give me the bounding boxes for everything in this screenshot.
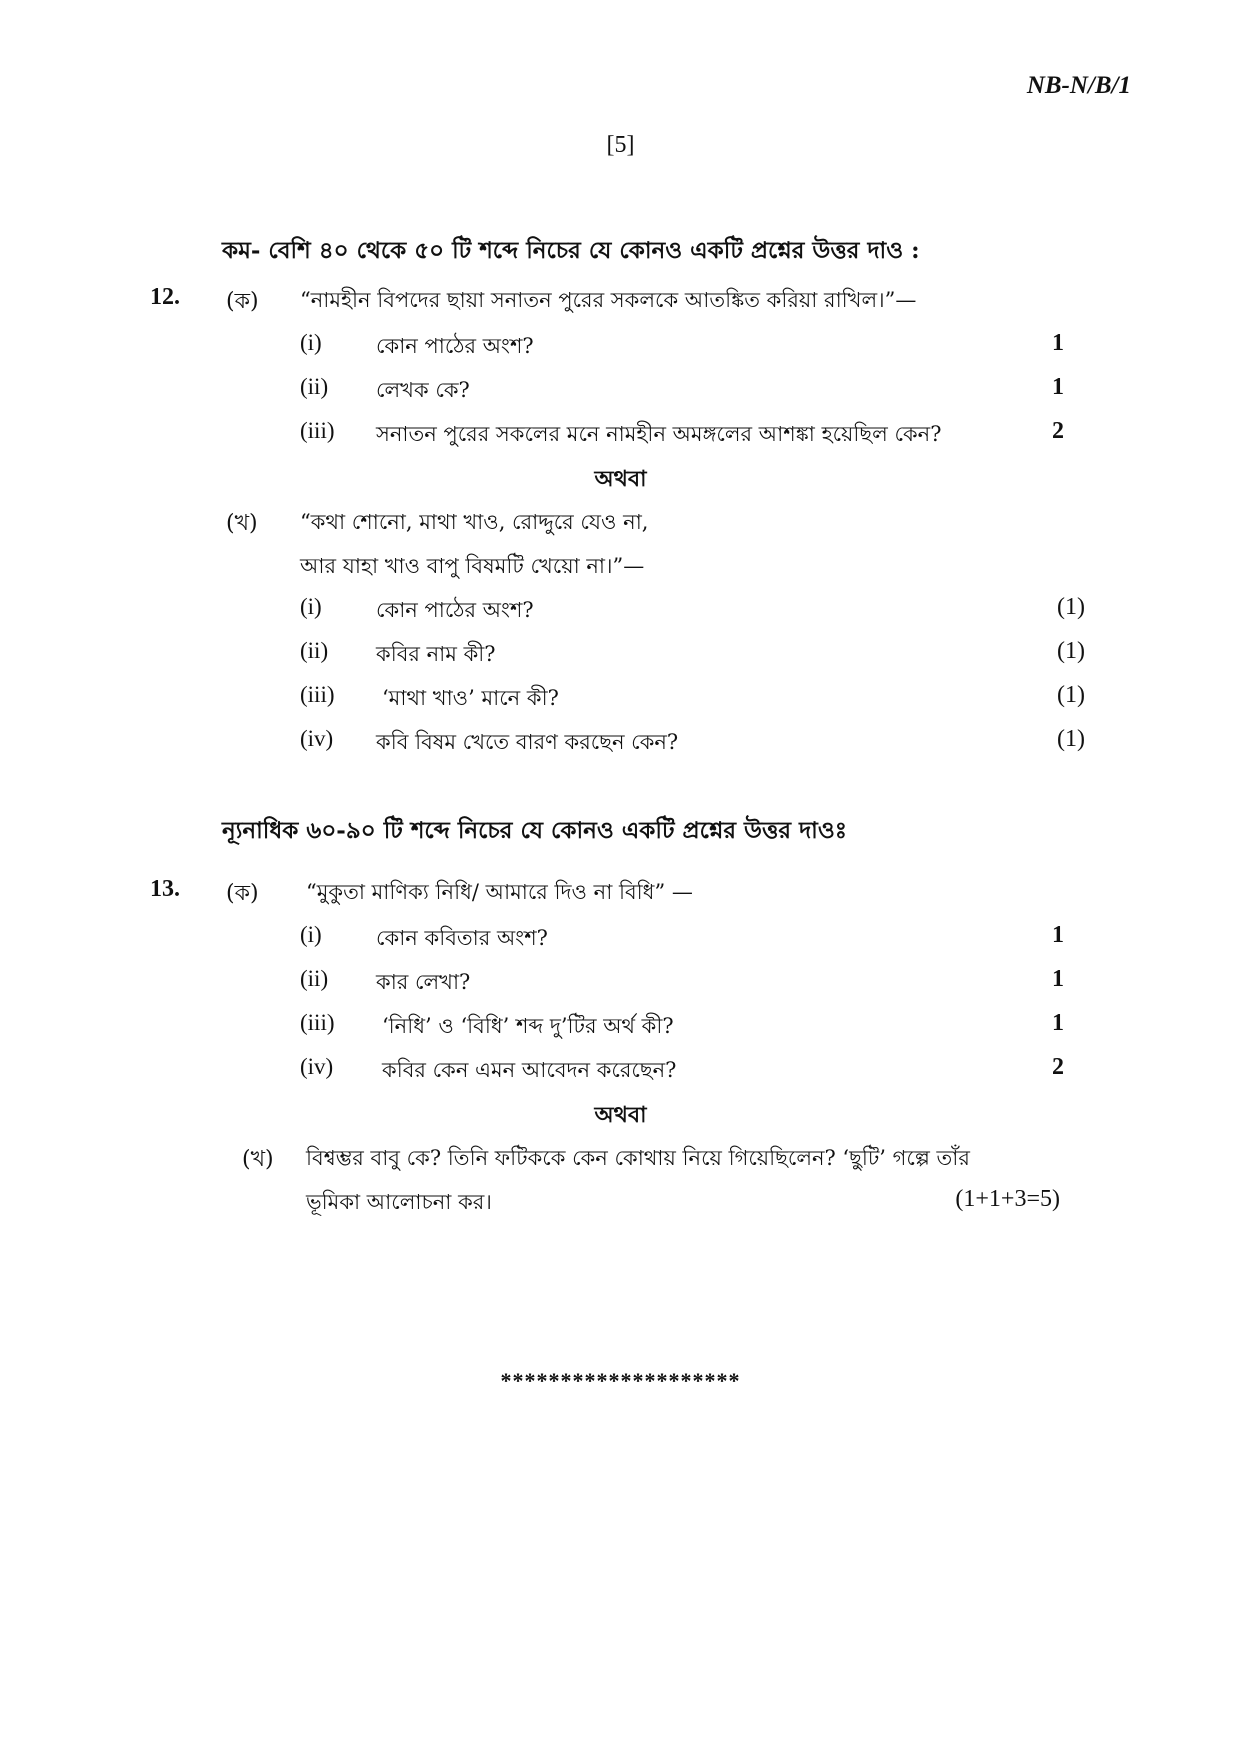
question-12-number: 12. — [150, 284, 180, 310]
q12-or-label: অথবা — [594, 466, 647, 492]
section-a-instruction: কম- বেশি ৪০ থেকে ৫০ টি শব্দে নিচের যে কোনও একটি প্রশ্নের উত্তর দাও : — [222, 237, 920, 264]
q12kha-item-text: কবি বিষম খেতে বারণ করছেন কেন? — [376, 730, 679, 754]
q13ka-item-num: (ii) — [300, 966, 329, 991]
q12ka-item-mark: 1 — [1052, 374, 1064, 400]
q12ka-item-num: (iii) — [300, 418, 335, 443]
q12-option-kha-quote-line2: আর যাহা খাও বাপু বিষমটি খেয়ো না।”— — [300, 554, 645, 578]
q13-option-kha-line1: বিশ্বম্ভর বাবু কে? তিনি ফটিককে কেন কোথায় নিয়ে গিয়েছিলেন? ‘ছুটি’ গল্পে তাঁর — [306, 1146, 970, 1170]
q13ka-item-mark: 1 — [1052, 1010, 1064, 1036]
q12kha-item-mark: (1) — [1057, 594, 1085, 620]
q13-or-label: অথবা — [594, 1102, 647, 1128]
q12ka-item-num: (i) — [300, 330, 322, 355]
q13-option-ka-quote: “মুকুতা মাণিক্য নিধি/ আমারে দিও না বিধি” — — [306, 880, 693, 904]
q13-option-ka-label: (ক) — [226, 881, 259, 906]
section-b-instruction: ন্যূনাধিক ৬০-৯০ টি শব্দে নিচের যে কোনও একটি প্রশ্নের উত্তর দাওঃ — [222, 817, 848, 844]
q12ka-item-text: লেখক কে? — [376, 378, 470, 402]
q13ka-item-mark: 2 — [1052, 1054, 1064, 1080]
q12kha-item-mark: (1) — [1057, 726, 1085, 752]
q12kha-item-mark: (1) — [1057, 682, 1085, 708]
q12ka-item-text: সনাতন পুরের সকলের মনে নামহীন অমঙ্গলের আশঙ্কা হয়েছিল কেন? — [376, 422, 942, 446]
q12-option-kha-quote-line1: “কথা শোনো, মাথা খাও, রোদ্দুরে যেও না, — [300, 510, 649, 534]
q13-option-kha-label: (খ) — [242, 1147, 274, 1172]
question-13-number: 13. — [150, 876, 180, 902]
q12kha-item-num: (i) — [300, 594, 322, 619]
q13ka-item-text: ‘নিধি’ ও ‘বিধি’ শব্দ দু’টির অর্থ কী? — [382, 1014, 674, 1038]
q12ka-item-mark: 2 — [1052, 418, 1064, 444]
page-number: [5] — [606, 132, 635, 158]
q12kha-item-text: ‘মাথা খাও’ মানে কী? — [382, 686, 559, 710]
q12kha-item-text: কোন পাঠের অংশ? — [376, 598, 534, 622]
q13ka-item-text: কোন কবিতার অংশ? — [376, 926, 548, 950]
q12kha-item-mark: (1) — [1057, 638, 1085, 664]
paper-code: NB-N/B/1 — [1026, 72, 1131, 99]
q12-option-kha-label: (খ) — [226, 511, 258, 536]
q12kha-item-num: (iii) — [300, 682, 335, 707]
q13ka-item-num: (iii) — [300, 1010, 335, 1035]
q12ka-item-mark: 1 — [1052, 330, 1064, 356]
q12-option-ka-label: (ক) — [226, 289, 259, 314]
q12ka-item-num: (ii) — [300, 374, 329, 399]
q12kha-item-num: (iv) — [300, 726, 334, 751]
q12-option-ka-quote: “নামহীন বিপদের ছায়া সনাতন পুরের সকলকে আতঙ্কিত করিয়া রাখিল।”— — [300, 288, 917, 312]
q12ka-item-text: কোন পাঠের অংশ? — [376, 334, 534, 358]
q13ka-item-mark: 1 — [1052, 922, 1064, 948]
q13ka-item-num: (i) — [300, 922, 322, 947]
q12kha-item-num: (ii) — [300, 638, 329, 663]
end-stars: ******************** — [500, 1368, 741, 1393]
q12kha-item-text: কবির নাম কী? — [376, 642, 496, 666]
q13-option-kha-line2: ভূমিকা আলোচনা কর। — [306, 1190, 492, 1214]
q13ka-item-text: কবির কেন এমন আবেদন করেছেন? — [382, 1058, 677, 1082]
q13ka-item-num: (iv) — [300, 1054, 334, 1079]
q13ka-item-mark: 1 — [1052, 966, 1064, 992]
q13-option-kha-mark: (1+1+3=5) — [955, 1186, 1060, 1212]
q13ka-item-text: কার লেখা? — [376, 970, 471, 994]
